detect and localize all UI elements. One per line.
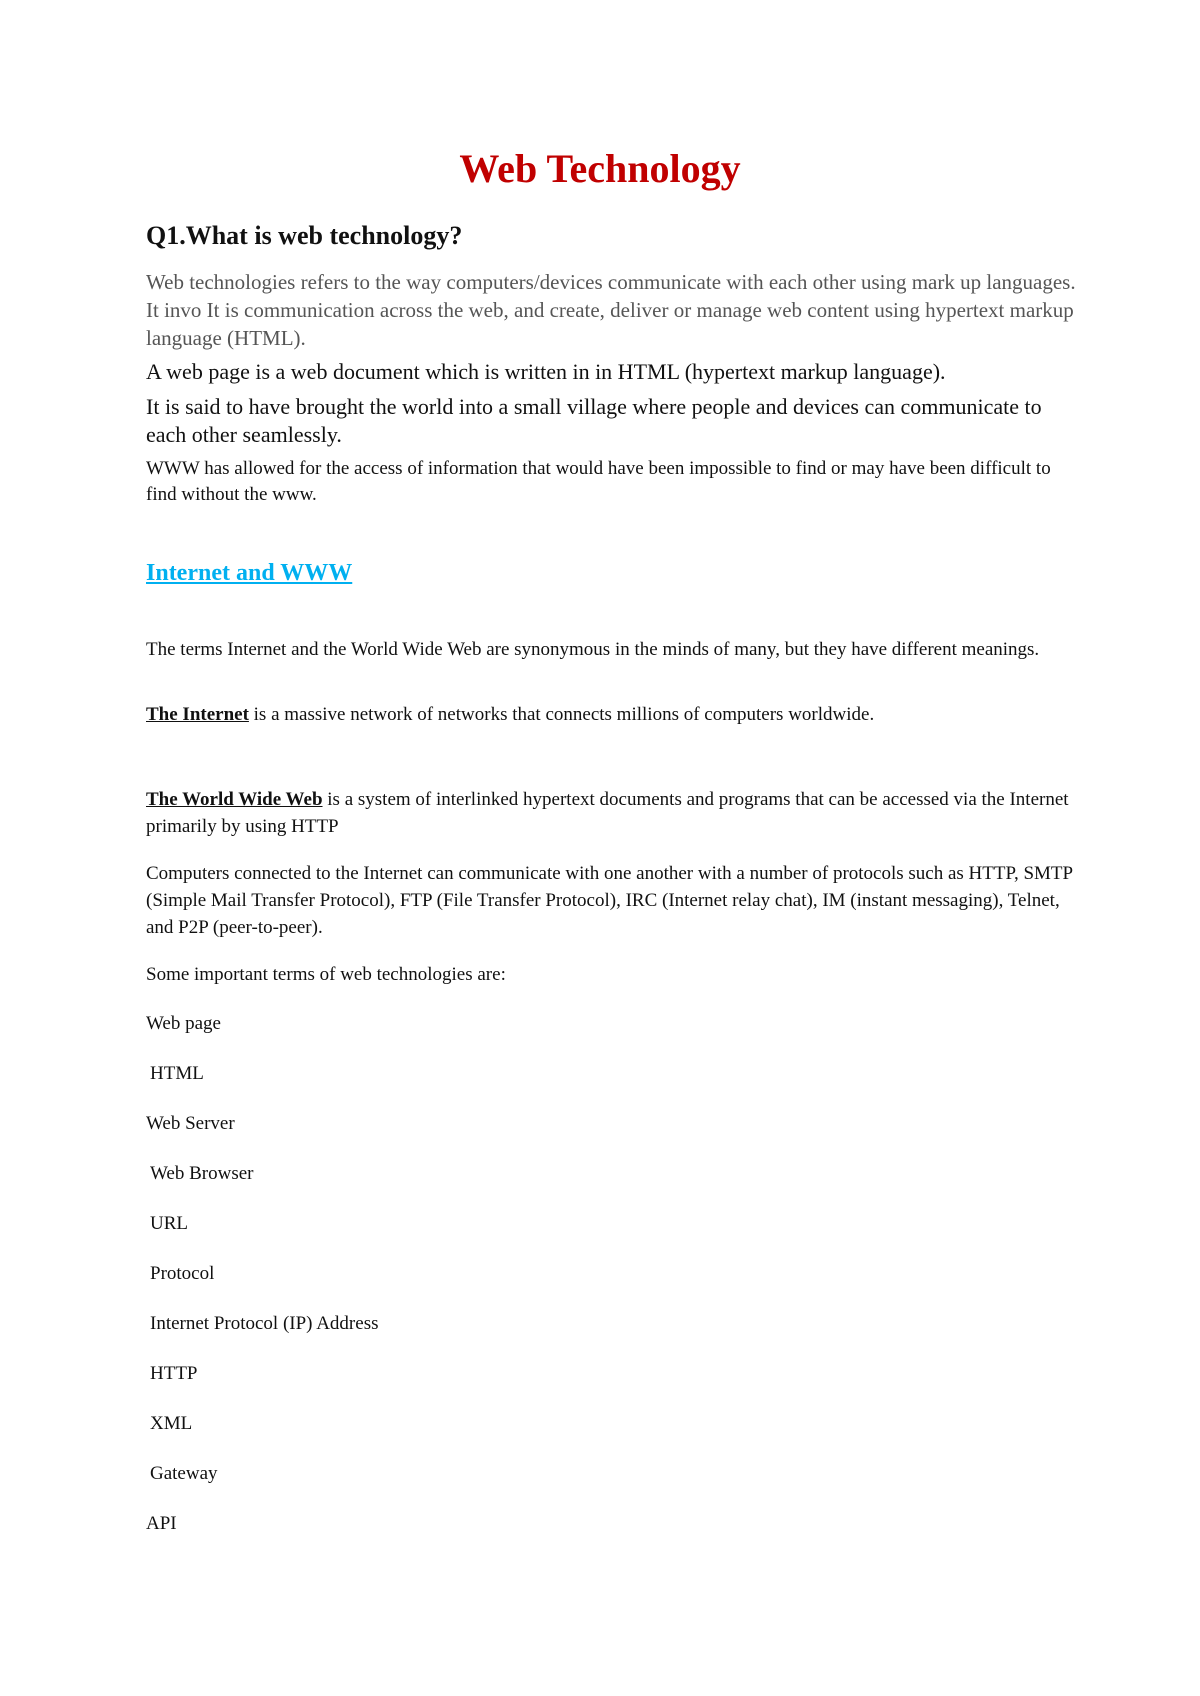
list-item: URL — [150, 1213, 188, 1234]
list-item: Web Browser — [150, 1163, 254, 1184]
list-item: Web page — [146, 1013, 221, 1034]
list-item: XML — [150, 1413, 193, 1434]
term-internet: The Internet — [146, 704, 249, 725]
document-body — [146, 220, 1076, 1560]
list-item: HTML — [150, 1063, 204, 1084]
paragraph-small-village: It is said to have brought the world into a small village where people and devices can communicate to each other seamlessly. — [146, 394, 1042, 447]
paragraph-protocols: Computers connected to the Internet can communicate with one another with a number of protocols such as HTTP, SMTP (Simple Mail Transfer Protocol), FTP (File Transfer Protocol), IRC (Internet relay chat), IM (instant messaging), Telnet, and P2P (peer-to-peer). — [146, 863, 1073, 938]
paragraph-www-access: WWW has allowed for the access of information that would have been impossible to find or may have been difficult to find without the www. — [146, 458, 1051, 505]
question-heading: Q1.What is web technology? — [146, 221, 463, 250]
list-item: Web Server — [146, 1113, 235, 1134]
internet-definition-text: is a massive network of networks that connects millions of computers worldwide. — [248, 704, 875, 725]
paragraph-www-definition — [146, 786, 1076, 840]
list-item: Internet Protocol (IP) Address — [150, 1313, 379, 1334]
www-definition-text: is a system of interlinked hypertext documents and programs that can be accessed via the Internet primarily by using HTTP — [146, 789, 1069, 837]
list-item: HTTP — [150, 1363, 198, 1384]
paragraph-web-page: A web page is a web document which is written in in HTML (hypertext markup language). — [146, 359, 946, 384]
paragraph-internet-definition — [146, 701, 1076, 728]
term-world-wide-web: The World Wide Web — [146, 789, 323, 810]
list-item: Gateway — [150, 1463, 218, 1484]
paragraph-terms-synonymous: The terms Internet and the World Wide Web are synonymous in the minds of many, but they have different meanings. — [146, 639, 1040, 660]
terms-list — [146, 1010, 1076, 1537]
paragraph-terms-intro: Some important terms of web technologies are: — [146, 964, 506, 985]
list-item: API — [146, 1513, 177, 1534]
page-title: Web Technology — [459, 146, 741, 191]
paragraph-definition: Web technologies refers to the way computers/devices communicate with each other using mark up languages. It invo It is communication across the web, and create, deliver or manage web content using hypertext markup language (HTML). — [146, 270, 1076, 350]
section-heading-internet-www: Internet and WWW — [146, 560, 353, 586]
list-item: Protocol — [150, 1263, 215, 1284]
